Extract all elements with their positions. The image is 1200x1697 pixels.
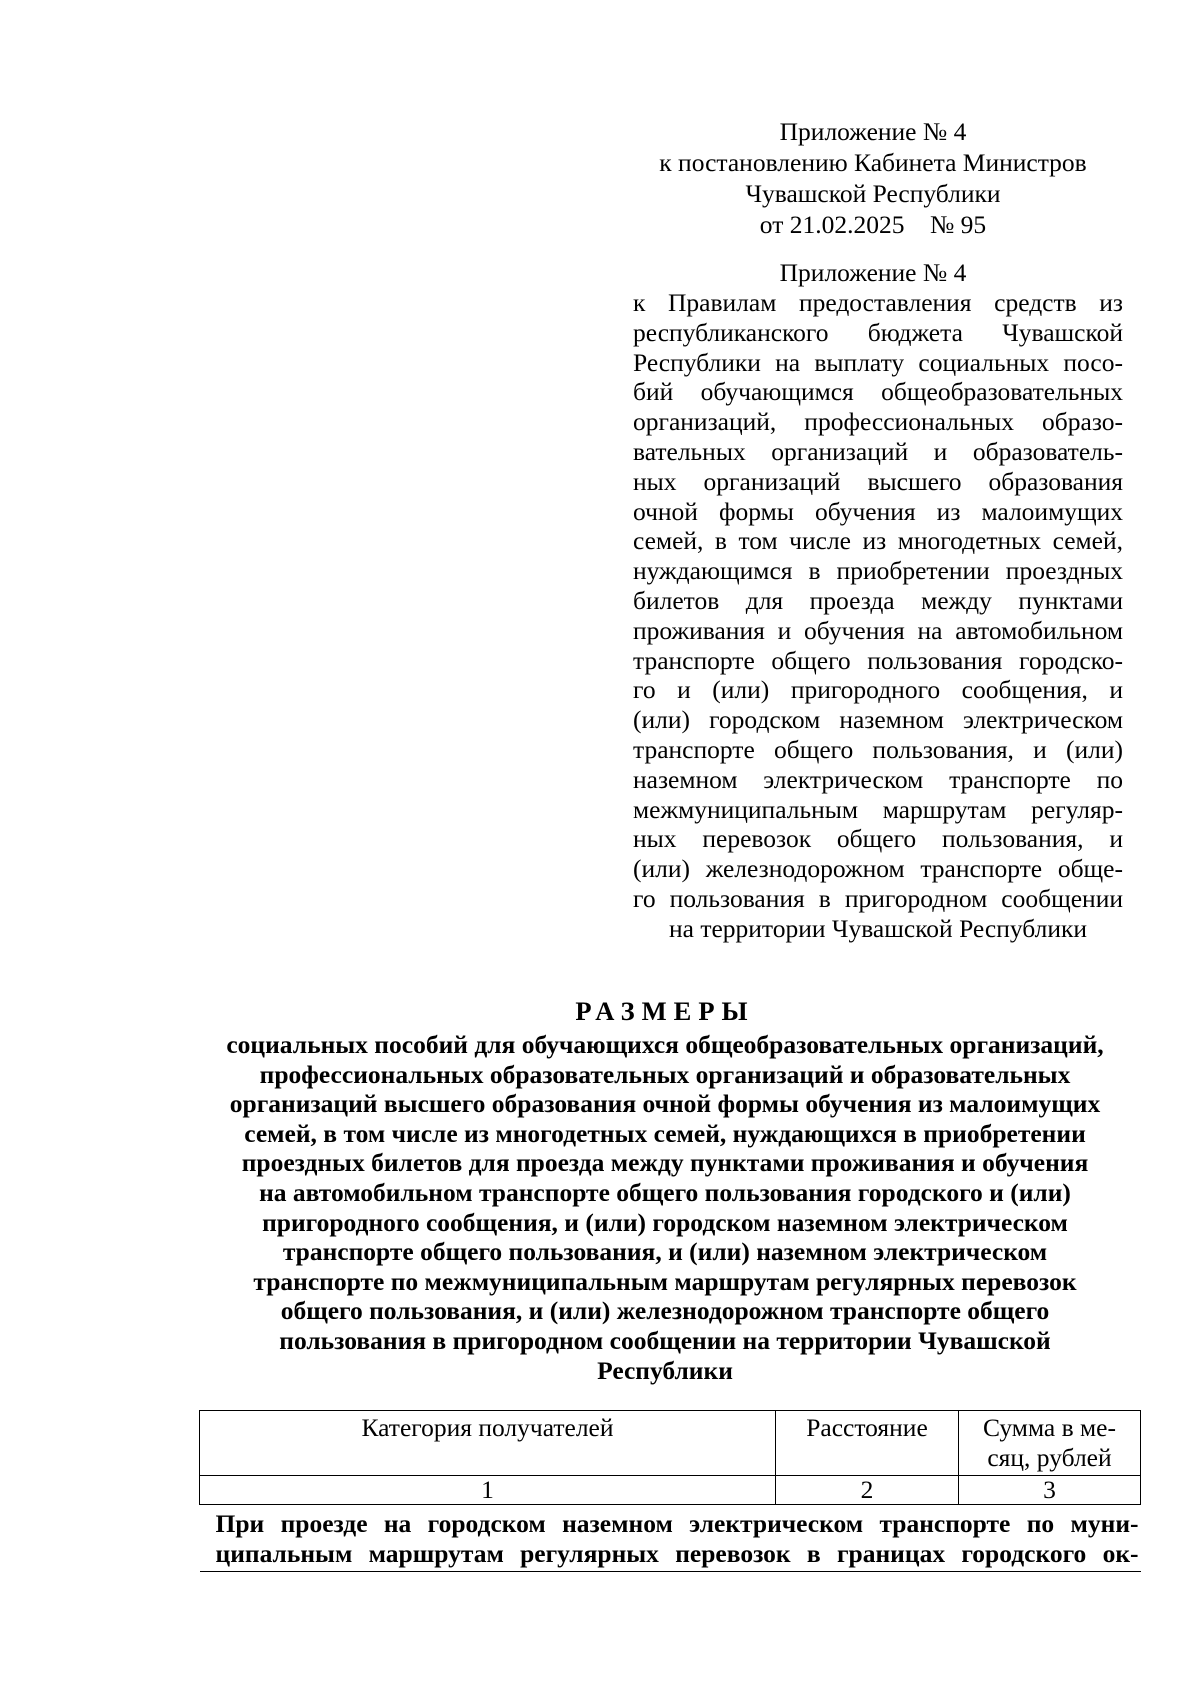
resolution-appendix-line: к постановлению Кабинета Министров (659, 148, 1087, 177)
header-sum (959, 1411, 1141, 1476)
resolution-appendix-line: Приложение № 4 (779, 117, 967, 146)
rules-appendix-line: (или) железнодорожном транспорте обще- (633, 854, 1123, 884)
rules-appendix-line: транспорте общего пользования городско- (633, 645, 1123, 675)
subtitle-line: пользования в пригородном сообщении на территории Чувашской (279, 1325, 1051, 1355)
resolution-appendix-block (638, 116, 1108, 240)
subtitle-line: транспорте общего пользования, и (или) наземном электрическом (282, 1237, 1048, 1267)
rules-appendix-line: очной формы обучения из малоимущих (633, 496, 1123, 526)
subtitle-line: транспорте по межмуниципальным маршрутам регулярных перевозок (253, 1266, 1077, 1296)
rules-appendix-line: семей, в том числе из многодетных семей, (633, 526, 1123, 556)
rules-appendix-line: проживания и обучения на автомобильном (633, 615, 1123, 645)
subtitle-line: проездных билетов для проезда между пунктами проживания и обучения (241, 1148, 1089, 1178)
table-section-row (200, 1505, 1141, 1572)
rules-appendix-line: межмуниципальным маршрутам регуляр- (633, 794, 1123, 824)
rules-appendix-line: ных перевозок общего пользования, и (633, 824, 1123, 854)
document-title: РАЗМЕРЫ (575, 996, 755, 1026)
table-header-row (200, 1411, 1141, 1476)
subtitle-line: пригородного сообщения, и (или) городском наземном электрическом (262, 1207, 1068, 1237)
rules-appendix-line: нуждающимся в приобретении проездных (633, 556, 1123, 586)
rules-appendix-line: транспорте общего пользования, и (или) (633, 734, 1123, 764)
header-sum-line: сяц, рублей (987, 1443, 1112, 1472)
resolution-date-number: от 21.02.2025 № 95 (759, 210, 987, 239)
rules-appendix-line: (или) городском наземном электрическом (633, 705, 1123, 735)
rules-appendix-line: Республики на выплату социальных посо- (633, 347, 1123, 377)
column-number: 2 (776, 1476, 959, 1505)
benefits-table (199, 1410, 1141, 1572)
rules-appendix-line: го и (или) пригородного сообщения, и (633, 675, 1123, 705)
subtitle-line: профессиональных образовательных организаций и образовательных (259, 1059, 1071, 1089)
rules-appendix-line: ных организаций высшего образования (633, 466, 1123, 496)
subtitle-line: семей, в том числе из многодетных семей, нуждающихся в приобретении (244, 1118, 1086, 1148)
rules-appendix-line: к Правилам предоставления средств из (633, 288, 1123, 317)
resolution-appendix-line: Чувашской Республики (745, 179, 1001, 208)
header-category: Категория получателей (200, 1411, 776, 1476)
rules-appendix-line: республиканского бюджета Чувашской (633, 317, 1123, 347)
table-column-numbers-row (200, 1476, 1141, 1505)
rules-appendix-line: го пользования в пригородном сообщении (633, 883, 1123, 913)
section-heading-line: ципальным маршрутам регулярных перевозок в границах городского ок- (215, 1539, 1139, 1568)
rules-appendix-line: на территории Чувашской Республики (668, 913, 1087, 943)
header-distance: Расстояние (776, 1411, 959, 1476)
rules-appendix-line: бий обучающимся общеобразовательных (633, 377, 1123, 407)
rules-appendix-text (633, 288, 1123, 944)
rules-appendix-line: вательных организаций и образователь- (633, 436, 1123, 466)
subtitle-line: социальных пособий для обучающихся общеобразовательных организаций, (226, 1030, 1104, 1059)
rules-appendix-line: организаций, профессиональных образо- (633, 407, 1123, 437)
subtitle-line: Республики (597, 1355, 733, 1385)
document-subtitle (180, 1030, 1150, 1385)
rules-appendix-line: наземном электрическом транспорте по (633, 764, 1123, 794)
subtitle-line: организаций высшего образования очной формы обучения из малоимущих (229, 1089, 1101, 1119)
subtitle-line: общего пользования, и (или) железнодорожном транспорте общего (280, 1296, 1050, 1326)
rules-appendix-title: Приложение № 4 (779, 258, 967, 287)
column-number: 1 (200, 1476, 776, 1505)
column-number: 3 (959, 1476, 1141, 1505)
section-heading-line: При проезде на городском наземном электрическом транспорте по муни- (215, 1509, 1139, 1538)
section-heading (200, 1505, 1141, 1572)
subtitle-line: на автомобильном транспорте общего пользования городского и (или) (259, 1177, 1071, 1207)
rules-appendix-line: билетов для проезда между пунктами (633, 585, 1123, 615)
header-sum-line: Сумма в ме- (983, 1413, 1116, 1442)
